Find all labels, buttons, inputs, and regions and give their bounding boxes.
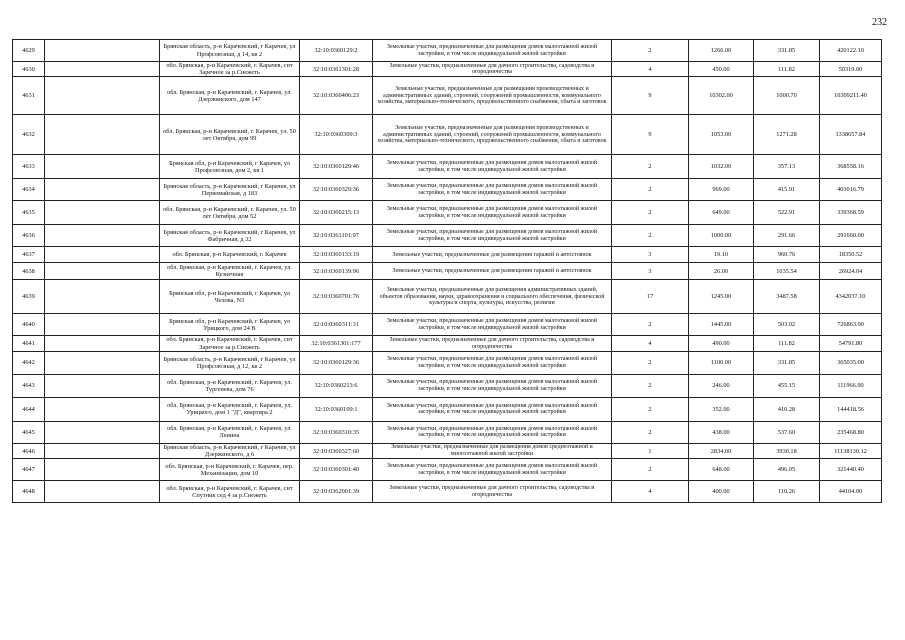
address-cell: обл. Брянская, р-н Карачевский, г. Карачев, ул. Дзержинского, дом 147: [160, 77, 300, 115]
specific-value: 410.28: [754, 397, 820, 421]
blank-cell: [45, 115, 160, 155]
area-value: 1445.00: [689, 314, 754, 336]
row-number: 4636: [13, 225, 45, 247]
land-use-description: Земельные участки, предназначенные для размещения производственных и административных зданий, строений, сооружений промышленности, коммунального хозяйства, материально-технического, продовольственного снабжения, сбыта и заготовок: [373, 115, 612, 155]
specific-value: 111.82: [754, 336, 820, 351]
cadastral-value: 50319.00: [820, 62, 882, 77]
row-number: 4639: [13, 280, 45, 314]
specific-value: 111.82: [754, 62, 820, 77]
use-group: 1: [612, 443, 689, 458]
cadastral-number: 32:10:0361301:177: [300, 336, 373, 351]
use-group: 4: [612, 62, 689, 77]
use-group: 4: [612, 481, 689, 503]
cadastral-number: 32:10:0360327:60: [300, 443, 373, 458]
area-value: 969.00: [689, 179, 754, 201]
table-row: [13, 397, 882, 421]
row-number: 4633: [13, 155, 45, 179]
address-cell: обл. Брянская, р-н Карачевский, г. Карачев, ул. Ленина: [160, 421, 300, 443]
cadastral-value: 321440.40: [820, 459, 882, 481]
land-use-description: Земельные участки, предназначенные для размещения домов малоэтажной жилой застройки, в том числе индивидуальной жилой застройки: [373, 225, 612, 247]
cadastral-number: 32:10:0360129:36: [300, 351, 373, 374]
cadastral-value: 11138130.12: [820, 443, 882, 458]
area-value: 26.00: [689, 263, 754, 280]
land-use-description: Земельные участки, предназначенные для размещения домов малоэтажной жилой застройки, в том числе индивидуальной жилой застройки: [373, 459, 612, 481]
area-value: 10302.00: [689, 77, 754, 115]
specific-value: 331.85: [754, 351, 820, 374]
land-use-description: Земельные участки, предназначенные для размещения административных зданий, объектов образования, науки, здравоохранения и социального обеспечения, физической культуры и спорта, культуры, искусства, религии: [373, 280, 612, 314]
row-number: 4632: [13, 115, 45, 155]
specific-value: 291.66: [754, 225, 820, 247]
blank-cell: [45, 481, 160, 503]
land-use-description: Земельные участки, предназначенные для размещения домов малоэтажной жилой застройки, в том числе индивидуальной жилой застройки: [373, 40, 612, 62]
use-group: 4: [612, 336, 689, 351]
row-number: 4646: [13, 443, 45, 458]
cadastral-number: 32:10:0360301:40: [300, 459, 373, 481]
specific-value: 3930.18: [754, 443, 820, 458]
address-cell: Брянская область, р-н Карачевский, г Карачев, ул Фабричная, д 32: [160, 225, 300, 247]
blank-cell: [45, 179, 160, 201]
address-cell: обл. Брянская, р-н Карачевский, г. Карачев, ул. 50 лет Октября, дом 52: [160, 201, 300, 225]
blank-cell: [45, 397, 160, 421]
land-use-description: Земельные участки, предназначенные для размещения домов малоэтажной жилой застройки, в том числе индивидуальной жилой застройки: [373, 421, 612, 443]
cadastral-value: 420122.10: [820, 40, 882, 62]
area-value: 1053.00: [689, 115, 754, 155]
table-row: [13, 62, 882, 77]
address-cell: Брянская обл, р-н Карачевский, г Карачев, ул Профсоюзная, дом 2, кв 1: [160, 155, 300, 179]
table-row: [13, 115, 882, 155]
table-row: [13, 179, 882, 201]
row-number: 4640: [13, 314, 45, 336]
blank-cell: [45, 421, 160, 443]
cadastral-number: 32:10:0361101:97: [300, 225, 373, 247]
table-row: [13, 280, 882, 314]
row-number: 4648: [13, 481, 45, 503]
cadastral-number: 32:10:0360329:36: [300, 179, 373, 201]
land-use-description: Земельные участки, предназначенные для размещения домов малоэтажной жилой застройки, в том числе индивидуальной жилой застройки: [373, 351, 612, 374]
address-cell: обл. Брянская, р-н Карачевский, г. Карачев, снт Спутник сед 4 за р.Снежеть: [160, 481, 300, 503]
use-group: 2: [612, 397, 689, 421]
specific-value: 503.02: [754, 314, 820, 336]
row-number: 4645: [13, 421, 45, 443]
area-value: 1100.00: [689, 351, 754, 374]
row-number: 4631: [13, 77, 45, 115]
land-use-description: Земельные участки, предназначенные для размещения гаражей и автостоянок: [373, 247, 612, 263]
area-value: 352.00: [689, 397, 754, 421]
cadastral-value: 10309211.40: [820, 77, 882, 115]
table-row: [13, 336, 882, 351]
blank-cell: [45, 77, 160, 115]
address-cell: Брянская обл, р-н Карачевский, г Карачев, ул Чехова, N3: [160, 280, 300, 314]
land-registry-table: [12, 39, 882, 503]
address-cell: обл. Брянская, р-н Карачевский, г. Карачев, ул. Тургенева, дом 76: [160, 374, 300, 397]
land-use-description: Земельные участки, предназначенные для дачного строительства, садоводства и огородничества: [373, 336, 612, 351]
blank-cell: [45, 40, 160, 62]
blank-cell: [45, 336, 160, 351]
specific-value: 3487.58: [754, 280, 820, 314]
use-group: 2: [612, 225, 689, 247]
use-group: 2: [612, 201, 689, 225]
row-number: 4641: [13, 336, 45, 351]
land-use-description: Земельные участки, предназначенные для размещения производственных и административных зданий, строений, сооружений промышленности, коммунального хозяйства, материально-технического, продовольственного снабжения, сбыта и заготовок: [373, 77, 612, 115]
table-row: [13, 247, 882, 263]
row-number: 4642: [13, 351, 45, 374]
table-row: [13, 374, 882, 397]
blank-cell: [45, 351, 160, 374]
blank-cell: [45, 263, 160, 280]
use-group: 3: [612, 247, 689, 263]
cadastral-number: 32:10:0361301:28: [300, 62, 373, 77]
address-cell: обл. Брянская, р-н Карачевский, г. Карачев, ул. Кузнечная: [160, 263, 300, 280]
address-cell: обл. Брянская, р-н Карачевский, г. Карачев, ул. 50 лет Октября, дом 99: [160, 115, 300, 155]
area-value: 246.00: [689, 374, 754, 397]
cadastral-value: 726863.90: [820, 314, 882, 336]
cadastral-value: 26924.04: [820, 263, 882, 280]
address-cell: Брянская область, р-н Карачевский, г Карачев, ул Профсоюзная, д 12, кв 2: [160, 351, 300, 374]
row-number: 4629: [13, 40, 45, 62]
blank-cell: [45, 459, 160, 481]
use-group: 9: [612, 115, 689, 155]
land-use-description: Земельные участки, предназначенные для дачного строительства, садоводства и огородничества: [373, 62, 612, 77]
use-group: 9: [612, 77, 689, 115]
use-group: 3: [612, 263, 689, 280]
cadastral-number: 32:10:0360139:96: [300, 263, 373, 280]
area-value: 1266.00: [689, 40, 754, 62]
blank-cell: [45, 62, 160, 77]
address-cell: Брянская область, р-н Карачевский, г Карачев, ул Первомайская, д 183: [160, 179, 300, 201]
area-value: 1245.00: [689, 280, 754, 314]
row-number: 4637: [13, 247, 45, 263]
row-number: 4647: [13, 459, 45, 481]
cadastral-value: 111966.90: [820, 374, 882, 397]
cadastral-number: 32:10:0360213:6: [300, 374, 373, 397]
area-value: 450.00: [689, 62, 754, 77]
cadastral-value: 44104.00: [820, 481, 882, 503]
land-use-description: Земельные участки, предназначенные для размещения домов среднеэтажной и многоэтажной жилой застройки: [373, 443, 612, 458]
row-number: 4634: [13, 179, 45, 201]
cadastral-value: 54791.80: [820, 336, 882, 351]
specific-value: 1271.28: [754, 115, 820, 155]
table-row: [13, 314, 882, 336]
land-use-description: Земельные участки, предназначенные для размещения домов малоэтажной жилой застройки, в том числе индивидуальной жилой застройки: [373, 397, 612, 421]
specific-value: 496.05: [754, 459, 820, 481]
use-group: 2: [612, 179, 689, 201]
cadastral-value: 291660.00: [820, 225, 882, 247]
specific-value: 415.91: [754, 179, 820, 201]
use-group: 2: [612, 351, 689, 374]
use-group: 2: [612, 421, 689, 443]
cadastral-value: 368558.16: [820, 155, 882, 179]
specific-value: 1035.54: [754, 263, 820, 280]
blank-cell: [45, 314, 160, 336]
land-use-description: Земельные участки, предназначенные для размещения домов малоэтажной жилой застройки, в том числе индивидуальной жилой застройки: [373, 201, 612, 225]
blank-cell: [45, 374, 160, 397]
use-group: 2: [612, 374, 689, 397]
cadastral-value: 1338657.84: [820, 115, 882, 155]
specific-value: 960.76: [754, 247, 820, 263]
area-value: 19.10: [689, 247, 754, 263]
blank-cell: [45, 280, 160, 314]
use-group: 2: [612, 459, 689, 481]
address-cell: обл. Брянская, р-н Карачевский, г. Карачев, снт Заречное за р.Снежеть: [160, 336, 300, 351]
land-use-description: Земельные участки, предназначенные для размещения домов малоэтажной жилой застройки, в том числе индивидуальной жилой застройки: [373, 374, 612, 397]
use-group: 2: [612, 314, 689, 336]
row-number: 4638: [13, 263, 45, 280]
page-number: 232: [872, 17, 887, 28]
land-use-description: Земельные участки, предназначенные для размещения домов малоэтажной жилой застройки, в том числе индивидуальной жилой застройки: [373, 179, 612, 201]
land-use-description: Земельные участки, предназначенные для размещения гаражей и автостоянок: [373, 263, 612, 280]
table-row: [13, 155, 882, 179]
address-cell: обл. Брянская, р-н Карачевский, г. Карачев: [160, 247, 300, 263]
cadastral-number: 32:10:0360133:19: [300, 247, 373, 263]
cadastral-value: 4342037.10: [820, 280, 882, 314]
area-value: 2834.00: [689, 443, 754, 458]
use-group: 2: [612, 40, 689, 62]
address-cell: Брянская область, р-н Карачевский, г Карачев, ул Профсоюзная, д 14, кв 2: [160, 40, 300, 62]
specific-value: 1000.70: [754, 77, 820, 115]
area-value: 649.00: [689, 201, 754, 225]
use-group: 2: [612, 155, 689, 179]
row-number: 4644: [13, 397, 45, 421]
cadastral-number: 32:10:0360215:13: [300, 201, 373, 225]
blank-cell: [45, 225, 160, 247]
cadastral-number: 32:10:0360129:46: [300, 155, 373, 179]
table-row: [13, 421, 882, 443]
table-row: [13, 443, 882, 458]
land-use-description: Земельные участки, предназначенные для размещения домов малоэтажной жилой застройки, в том числе индивидуальной жилой застройки: [373, 314, 612, 336]
table-row: [13, 40, 882, 62]
cadastral-number: 32:10:0362001:39: [300, 481, 373, 503]
address-cell: обл. Брянская, р-н Карачевский, г. Карачев, пер. Механизации, дом 10: [160, 459, 300, 481]
cadastral-number: 32:10:0360129:2: [300, 40, 373, 62]
area-value: 1032.00: [689, 155, 754, 179]
area-value: 400.00: [689, 481, 754, 503]
specific-value: 331.85: [754, 40, 820, 62]
specific-value: 455.15: [754, 374, 820, 397]
area-value: 490.00: [689, 336, 754, 351]
land-use-description: Земельные участки, предназначенные для дачного строительства, садоводства и огородничества: [373, 481, 612, 503]
address-cell: Брянская обл, р-н Карачевский, г Карачев, ул Урицкого, дом 24 В: [160, 314, 300, 336]
table-row: [13, 263, 882, 280]
address-cell: обл. Брянская, р-н Карачевский, г. Карачев, ул. Урицкого, дом 1 "Д", квартира 2: [160, 397, 300, 421]
cadastral-number: 32:10:0360310:35: [300, 421, 373, 443]
cadastral-value: 235468.80: [820, 421, 882, 443]
cadastral-number: 32:10:0360309:3: [300, 115, 373, 155]
specific-value: 537.60: [754, 421, 820, 443]
cadastral-value: 144418.56: [820, 397, 882, 421]
land-use-description: Земельные участки, предназначенные для размещения домов малоэтажной жилой застройки, в том числе индивидуальной жилой застройки: [373, 155, 612, 179]
specific-value: 110.26: [754, 481, 820, 503]
row-number: 4630: [13, 62, 45, 77]
row-number: 4643: [13, 374, 45, 397]
cadastral-number: 32:10:0360701:76: [300, 280, 373, 314]
blank-cell: [45, 247, 160, 263]
row-number: 4635: [13, 201, 45, 225]
address-cell: обл. Брянская, р-н Карачевский, г. Карачев, снт Заречное за р.Снежеть: [160, 62, 300, 77]
area-value: 1000.00: [689, 225, 754, 247]
cadastral-value: 339368.59: [820, 201, 882, 225]
use-group: 17: [612, 280, 689, 314]
cadastral-value: 18350.52: [820, 247, 882, 263]
blank-cell: [45, 443, 160, 458]
cadastral-value: 365035.00: [820, 351, 882, 374]
cadastral-number: 32:10:0360311:31: [300, 314, 373, 336]
table-row: [13, 459, 882, 481]
table-row: [13, 351, 882, 374]
specific-value: 522.91: [754, 201, 820, 225]
table-row: [13, 225, 882, 247]
blank-cell: [45, 201, 160, 225]
specific-value: 357.13: [754, 155, 820, 179]
table-row: [13, 77, 882, 115]
cadastral-value: 403016.79: [820, 179, 882, 201]
table-body: [13, 40, 882, 503]
address-cell: Брянская область, р-н Карачевский, г Карачев, ул Дзержинского, д 6: [160, 443, 300, 458]
area-value: 438.00: [689, 421, 754, 443]
table-row: [13, 201, 882, 225]
area-value: 648.00: [689, 459, 754, 481]
cadastral-number: 32:10:0360406:23: [300, 77, 373, 115]
table-row: [13, 481, 882, 503]
blank-cell: [45, 155, 160, 179]
cadastral-number: 32:10:0360109:1: [300, 397, 373, 421]
